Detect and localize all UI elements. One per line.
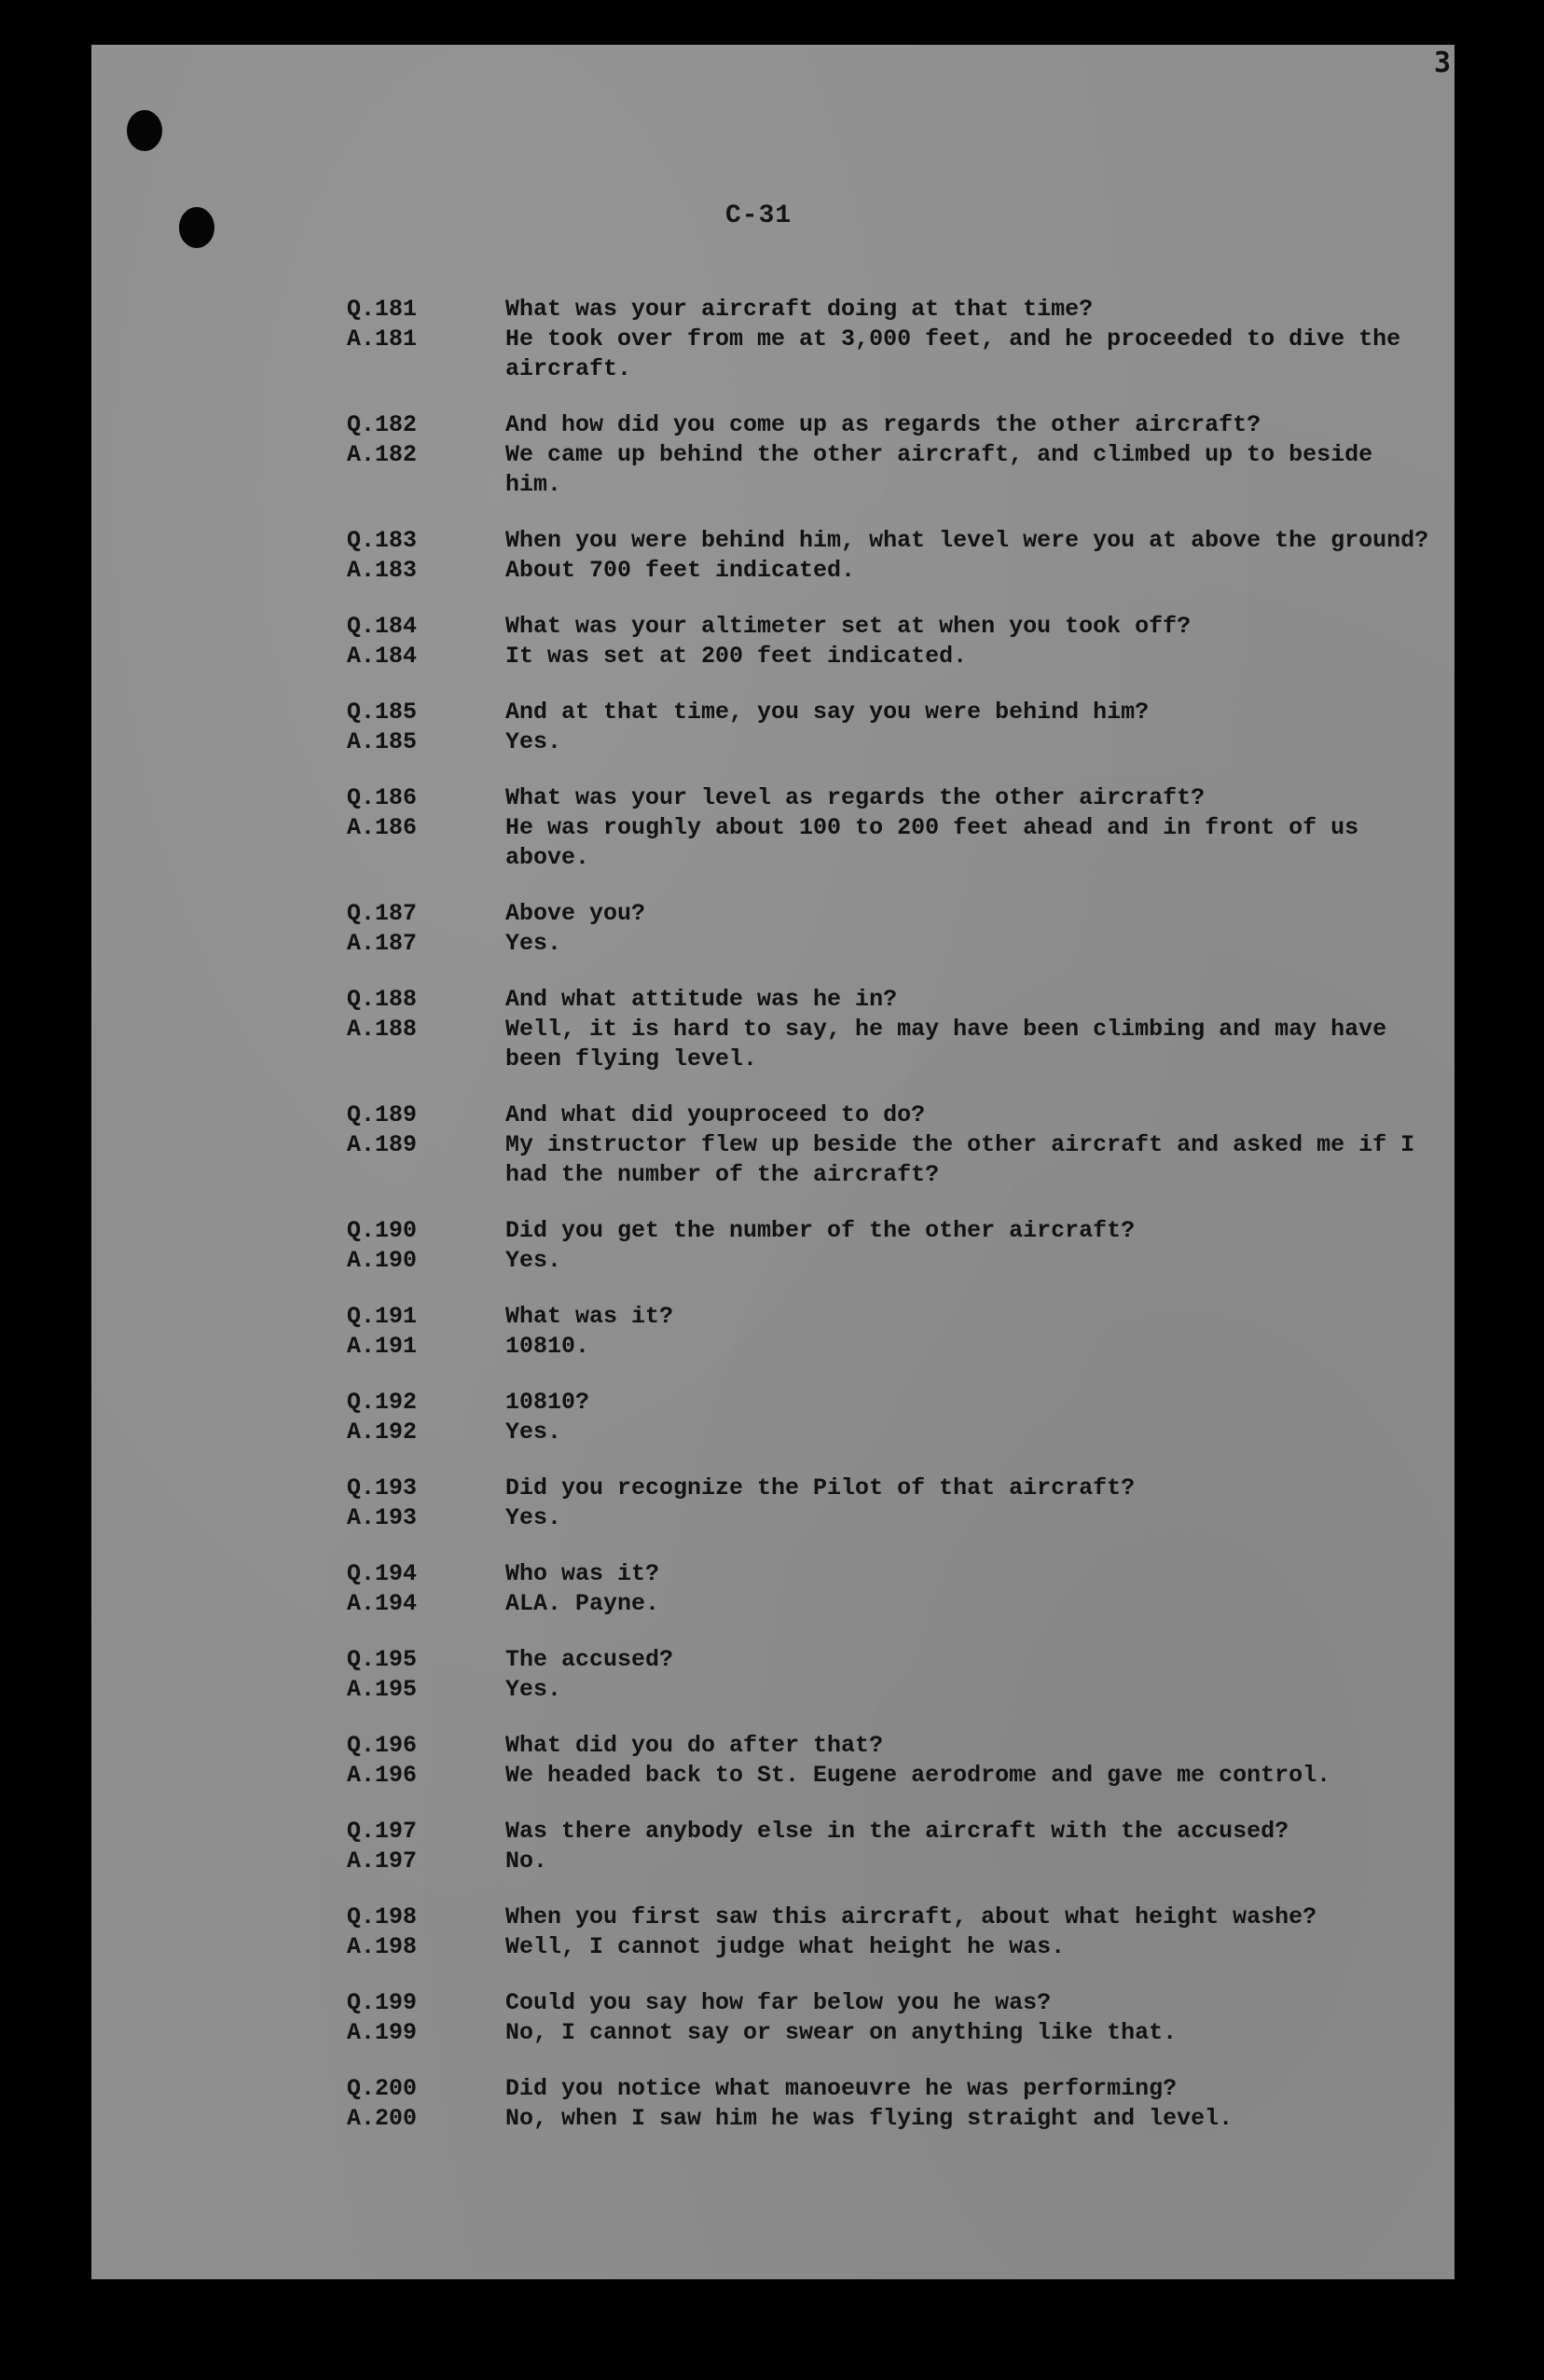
question-label: Q.196 <box>347 1732 418 1759</box>
question-line <box>347 985 1438 1015</box>
question-label: Q.187 <box>347 900 418 927</box>
answer-line <box>347 1847 1438 1876</box>
answer-label: A.189 <box>347 1131 418 1158</box>
answer-text: Well, I cannot judge what height he was. <box>505 1933 1066 1960</box>
answer-text: Well, it is hard to say, he may have been climbing and may have been flying level. <box>505 1016 1401 1072</box>
answer-line <box>347 1589 1438 1619</box>
qa-entry <box>347 783 1438 873</box>
question-line <box>347 1903 1438 1932</box>
answer-line <box>347 1675 1438 1705</box>
qa-entry <box>347 1388 1438 1447</box>
qa-entry <box>347 295 1438 384</box>
answer-text: My instructor flew up beside the other aircraft and asked me if I had the number of the aircraft? <box>505 1131 1429 1188</box>
question-line <box>347 1216 1438 1246</box>
answer-text: Yes. <box>505 1247 562 1274</box>
question-text: And what attitude was he in? <box>505 986 898 1013</box>
question-line <box>347 1388 1438 1418</box>
answer-line <box>347 2018 1438 2048</box>
question-line <box>347 899 1438 929</box>
question-line <box>347 1817 1438 1847</box>
question-text: And how did you come up as regards the other aircraft? <box>505 411 1261 438</box>
answer-label: A.186 <box>347 814 418 841</box>
punch-hole <box>127 110 162 151</box>
answer-text: He took over from me at 3,000 feet, and he proceeded to dive the aircraft. <box>505 325 1415 382</box>
qa-entry <box>347 1474 1438 1533</box>
question-label: Q.184 <box>347 613 418 640</box>
question-line <box>347 295 1438 325</box>
answer-label: A.196 <box>347 1762 418 1789</box>
qa-entry <box>347 2074 1438 2134</box>
answer-text: No, I cannot say or swear on anything like that. <box>505 2019 1178 2046</box>
question-label: Q.183 <box>347 527 418 554</box>
answer-label: A.191 <box>347 1333 418 1360</box>
question-label: Q.188 <box>347 986 418 1013</box>
qa-entry <box>347 1903 1438 1962</box>
answer-line <box>347 325 1438 384</box>
question-label: Q.189 <box>347 1101 418 1128</box>
answer-line <box>347 1761 1438 1791</box>
question-label: Q.197 <box>347 1818 418 1845</box>
question-line <box>347 783 1438 813</box>
answer-label: A.187 <box>347 930 418 957</box>
question-label: Q.195 <box>347 1646 418 1673</box>
answer-label: A.185 <box>347 728 418 755</box>
question-line <box>347 1302 1438 1332</box>
question-label: Q.199 <box>347 1989 418 2016</box>
question-text: What was it? <box>505 1303 674 1330</box>
question-line <box>347 1731 1438 1761</box>
answer-text: No, when I saw him he was flying straight and level. <box>505 2105 1234 2132</box>
corner-mark: 3 <box>1433 47 1451 79</box>
answer-label: A.182 <box>347 441 418 468</box>
answer-text: No. <box>505 1847 548 1875</box>
qa-entry <box>347 899 1438 959</box>
question-label: Q.193 <box>347 1474 418 1501</box>
question-text: Above you? <box>505 900 646 927</box>
qa-entry <box>347 1731 1438 1791</box>
question-text: What was your altimeter set at when you took off? <box>505 613 1192 640</box>
answer-text: It was set at 200 feet indicated. <box>505 643 968 670</box>
answer-line <box>347 2104 1438 2134</box>
answer-label: A.184 <box>347 643 418 670</box>
answer-text: We came up behind the other aircraft, and climbed up to beside him. <box>505 441 1387 498</box>
document-page <box>91 45 1454 2279</box>
question-text: Who was it? <box>505 1560 660 1587</box>
qa-entry <box>347 410 1438 500</box>
question-text: And what did youproceed to do? <box>505 1101 926 1128</box>
question-line <box>347 698 1438 727</box>
question-text: Did you notice what manoeuvre he was performing? <box>505 2075 1178 2102</box>
question-text: Could you say how far below you he was? <box>505 1989 1052 2016</box>
answer-line <box>347 440 1438 500</box>
answer-label: A.193 <box>347 1504 418 1531</box>
qa-entry <box>347 1988 1438 2048</box>
question-text: Was there anybody else in the aircraft with the accused? <box>505 1818 1289 1845</box>
answer-line <box>347 1932 1438 1962</box>
question-label: Q.200 <box>347 2075 418 2102</box>
answer-label: A.199 <box>347 2019 418 2046</box>
question-label: Q.181 <box>347 296 418 323</box>
question-line <box>347 410 1438 440</box>
question-line <box>347 1559 1438 1589</box>
answer-text: Yes. <box>505 1418 562 1446</box>
question-text: Did you get the number of the other aircraft? <box>505 1217 1136 1244</box>
question-label: Q.185 <box>347 699 418 726</box>
answer-label: A.198 <box>347 1933 418 1960</box>
question-label: Q.192 <box>347 1389 418 1416</box>
question-label: Q.182 <box>347 411 418 438</box>
answer-text: Yes. <box>505 728 562 755</box>
punch-hole <box>179 207 214 248</box>
answer-line <box>347 929 1438 959</box>
answer-text: Yes. <box>505 1676 562 1703</box>
answer-label: A.194 <box>347 1590 418 1617</box>
question-line <box>347 526 1438 556</box>
answer-line <box>347 1418 1438 1447</box>
question-text: When you first saw this aircraft, about what height washe? <box>505 1903 1317 1930</box>
answer-label: A.200 <box>347 2105 418 2132</box>
answer-line <box>347 1503 1438 1533</box>
answer-line <box>347 1332 1438 1362</box>
qa-entry <box>347 526 1438 586</box>
transcript <box>347 295 1438 2160</box>
answer-label: A.192 <box>347 1418 418 1446</box>
question-line <box>347 2074 1438 2104</box>
question-label: Q.198 <box>347 1903 418 1930</box>
question-line <box>347 1100 1438 1130</box>
answer-line <box>347 813 1438 873</box>
answer-text: Yes. <box>505 930 562 957</box>
answer-label: A.197 <box>347 1847 418 1875</box>
answer-label: A.181 <box>347 325 418 353</box>
question-text: Did you recognize the Pilot of that aircraft? <box>505 1474 1136 1501</box>
question-line <box>347 612 1438 642</box>
page-number: C-31 <box>725 201 793 230</box>
question-text: What was your level as regards the other aircraft? <box>505 784 1206 811</box>
question-label: Q.194 <box>347 1560 418 1587</box>
qa-entry <box>347 612 1438 671</box>
question-line <box>347 1988 1438 2018</box>
answer-text: He was roughly about 100 to 200 feet ahead and in front of us above. <box>505 814 1373 871</box>
question-label: Q.190 <box>347 1217 418 1244</box>
answer-line <box>347 1130 1438 1190</box>
qa-entry <box>347 698 1438 757</box>
answer-text: 10810. <box>505 1333 590 1360</box>
answer-line <box>347 727 1438 757</box>
answer-text: Yes. <box>505 1504 562 1531</box>
question-text: The accused? <box>505 1646 674 1673</box>
answer-label: A.195 <box>347 1676 418 1703</box>
question-text: 10810? <box>505 1389 590 1416</box>
question-label: Q.191 <box>347 1303 418 1330</box>
answer-line <box>347 642 1438 671</box>
answer-text: We headed back to St. Eugene aerodrome and gave me control. <box>505 1762 1331 1789</box>
question-text: What did you do after that? <box>505 1732 884 1759</box>
answer-line <box>347 556 1438 586</box>
qa-entry <box>347 1100 1438 1190</box>
qa-entry <box>347 1216 1438 1276</box>
question-text: When you were behind him, what level were you at above the ground? <box>505 527 1429 554</box>
qa-entry <box>347 1817 1438 1876</box>
answer-label: A.188 <box>347 1016 418 1043</box>
answer-label: A.183 <box>347 557 418 584</box>
question-line <box>347 1645 1438 1675</box>
qa-entry <box>347 1302 1438 1362</box>
qa-entry <box>347 1645 1438 1705</box>
answer-line <box>347 1015 1438 1074</box>
answer-text: ALA. Payne. <box>505 1590 660 1617</box>
question-text: And at that time, you say you were behind him? <box>505 699 1150 726</box>
question-line <box>347 1474 1438 1503</box>
qa-entry <box>347 985 1438 1074</box>
qa-entry <box>347 1559 1438 1619</box>
answer-text: About 700 feet indicated. <box>505 557 856 584</box>
question-text: What was your aircraft doing at that time? <box>505 296 1094 323</box>
answer-line <box>347 1246 1438 1276</box>
answer-label: A.190 <box>347 1247 418 1274</box>
question-label: Q.186 <box>347 784 418 811</box>
